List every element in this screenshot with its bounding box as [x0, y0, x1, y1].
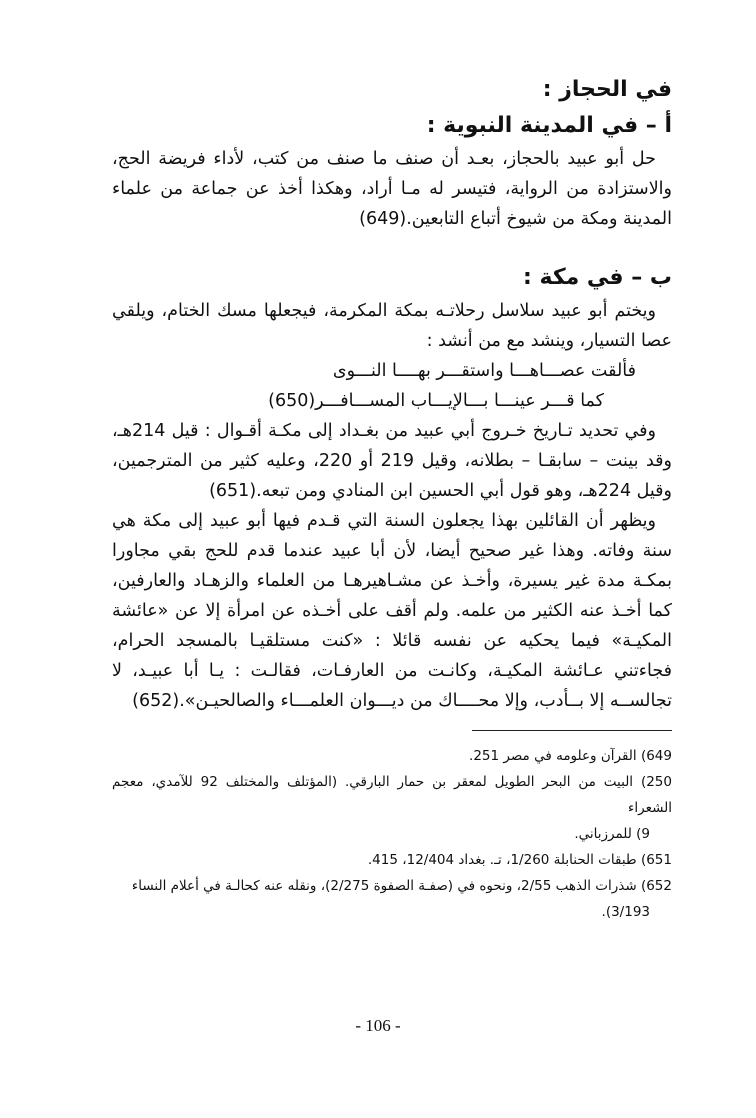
heading-madina: أ – في المدينة النبوية : — [426, 113, 672, 138]
footnote-650-continued: 9) للمرزباني. — [574, 826, 650, 842]
footnote-650: 250) البيت من البحر الطويل لمعقر بن حمار البارقي. (المؤتلف والمختلف 92 للآمدي، معجم الشعراء — [112, 774, 672, 816]
paragraph-3: وفي تحديد تـاريخ خـروج أبي عبيد من بغـداد إلى مكـة أقـوال : قيل 214هـ، وقد بينت – سابقـا – بطلانه، وقيل 219 أو 220، وعليه كثير من المترجمين، وقيل 224هـ، وهو قول أبي الحسين ابن المنادي ومن تبعه.(651) — [112, 421, 672, 501]
poem-hemistich-2: كما قـــر عينـــا بـــالإيـــاب المســـافـــر(650) — [268, 391, 604, 411]
footnote-652-continued: 3/193). — [601, 904, 650, 920]
footnote-652: 652) شذرات الذهب 2/55، ونحوه في (صفـة الصفوة 2/275)، ونقله عنه كحالـة في أعلام النساء — [131, 878, 672, 894]
heading-makka: ب – في مكة : — [523, 265, 672, 290]
footnote-divider — [472, 730, 672, 731]
page-body — [112, 72, 672, 925]
poem-verse — [112, 356, 672, 416]
footnote-651: 651) طبقات الحنابلة 1/260، تـ. بغداد 12/404، 415. — [367, 852, 672, 868]
footnote-649: 649) القرآن وعلومه في مصر 251. — [469, 748, 672, 764]
paragraph-1: حل أبو عبيد بالحجاز، بعـد أن صنف ما صنف من كتب، لأداء فريضة الحج، والاستزادة من الرواية، فتيسر له مـا أراد، وهكذا أخذ عن جماعة من علماء المدينة ومكة من شيوخ أتباع التابعين.(649) — [112, 149, 672, 229]
heading-hijaz: في الحجاز : — [542, 77, 672, 102]
page-number: - 106 - — [355, 1016, 401, 1035]
poem-hemistich-1: فألقت عصـــاهـــا واستقـــر بهــــا النـــوى — [332, 361, 636, 381]
paragraph-2: ويختم أبو عبيد سلاسل رحلاتـه بمكة المكرمة، فيجعلها مسك الختام، ويلقي عصا التسيار، وينشد مع من أنشد : — [112, 301, 672, 351]
paragraph-4: ويظهر أن القائلين بهذا يجعلون السنة التي قـدم فيها أبو عبيد إلى مكة هي سنة وفاته. وهذا غير صحيح أيضا، لأن أبا عبيد عندما قدم للحج بقي مجاورا بمكـة مدة غير يسيرة، وأخـذ عن مشـاهيرهـا من العلماء والزهـاد والعارفين، كما أخـذ عنه الكثير من علمه. ولم أقف على أخـذه عن امرأة إلا عن «عائشة المكيـة» فيما يحكيه عن نفسه قائلا : «كنت مستلقيـا بالمسجد الحرام، فجاءتني عـائشة المكيـة، وكانـت من العارفـات، فقالـت : يـا أبا عبيـد، لا تجالســه إلا بــأدب، وإلا محــــاك من ديـــوان العلمـــاء والصالحيـن».(652) — [112, 511, 672, 711]
